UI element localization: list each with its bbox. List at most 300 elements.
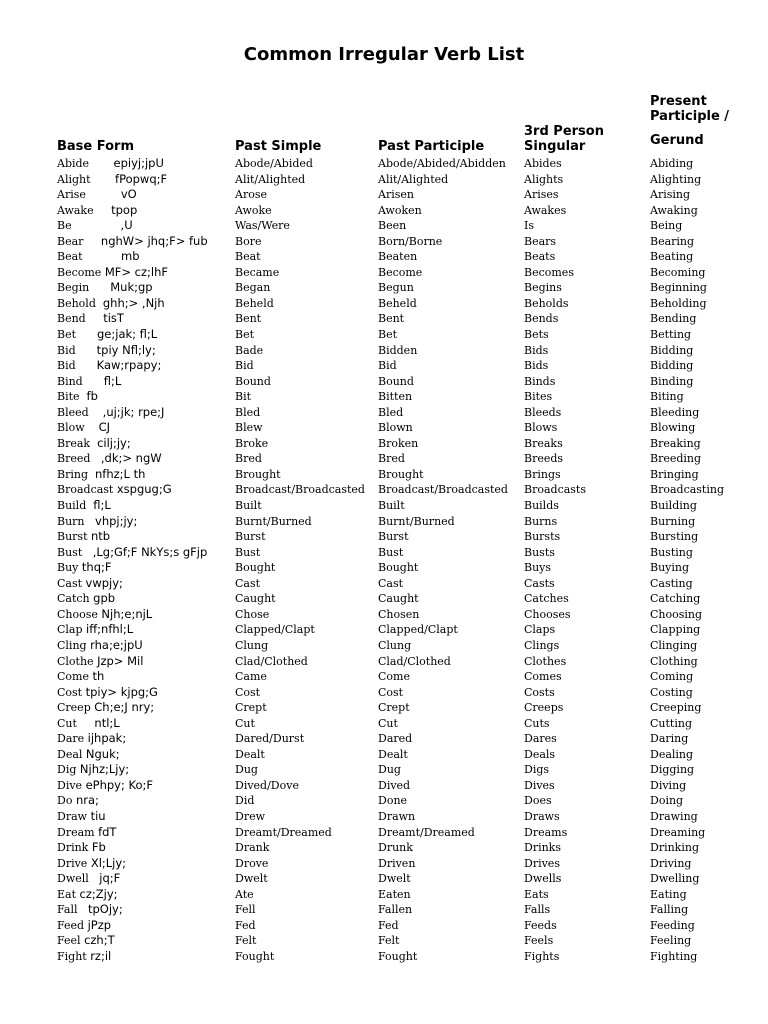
base-word: Become	[57, 265, 102, 279]
cell-gerund: Abiding	[650, 157, 694, 170]
base-word: Cost	[57, 685, 83, 699]
base-word: Fight	[57, 949, 87, 963]
cell-gerund: Choosing	[650, 607, 703, 621]
cell-past-participle: Chosen	[378, 607, 420, 621]
cell-past-simple: Brought	[235, 467, 281, 481]
table-row	[0, 467, 768, 483]
base-word: Awake	[57, 203, 94, 217]
translation: jq;F	[99, 871, 121, 886]
base-word: Drink	[57, 841, 89, 855]
cell-third-person: Eats	[524, 887, 549, 901]
cell-third-person: Bleeds	[524, 405, 562, 419]
cell-third-person: Begins	[524, 281, 562, 295]
table-row	[0, 545, 768, 561]
header-gerund	[650, 94, 760, 148]
cell-past-participle: Cut	[378, 716, 398, 730]
cell-base-form	[57, 218, 133, 233]
cell-past-simple: Bid	[235, 359, 254, 373]
cell-third-person: Feeds	[524, 918, 557, 932]
translation: vhpj;jy;	[95, 513, 138, 528]
cell-past-simple: Dealt	[235, 747, 265, 761]
cell-past-simple: Cast	[235, 576, 261, 590]
base-word: Dive	[57, 778, 83, 792]
cell-past-simple: Awoke	[235, 203, 272, 217]
cell-gerund: Costing	[650, 685, 693, 699]
cell-base-form	[57, 172, 167, 187]
cell-base-form	[57, 762, 129, 777]
cell-gerund: Bringing	[650, 467, 699, 481]
translation: ,uj;jk; rpe;J	[102, 404, 165, 419]
table-row	[0, 560, 768, 576]
cell-base-form	[57, 902, 123, 917]
table-row	[0, 451, 768, 467]
table-row	[0, 265, 768, 281]
header-past-participle: Past Participle	[378, 139, 485, 154]
translation: ntl;L	[94, 715, 120, 730]
cell-past-simple: Fed	[235, 918, 256, 932]
cell-third-person: Becomes	[524, 265, 574, 279]
cell-gerund: Bursting	[650, 530, 699, 544]
cell-past-simple: Dwelt	[235, 872, 268, 886]
cell-gerund: Dwelling	[650, 872, 700, 886]
table-row	[0, 218, 768, 234]
spacer	[86, 188, 121, 201]
cell-third-person: Is	[524, 219, 534, 233]
cell-base-form	[57, 825, 116, 840]
cell-past-simple: Alit/Alighted	[235, 172, 306, 186]
cell-third-person: Falls	[524, 903, 551, 917]
cell-base-form	[57, 840, 106, 855]
cell-past-simple: Drove	[235, 856, 269, 870]
base-word: Do	[57, 794, 73, 808]
cell-past-simple: Began	[235, 281, 271, 295]
spacer	[77, 717, 94, 730]
cell-gerund: Drinking	[650, 841, 699, 855]
cell-gerund: Feeling	[650, 934, 692, 948]
table-row	[0, 436, 768, 452]
cell-third-person: Bursts	[524, 530, 561, 544]
cell-gerund: Cutting	[650, 716, 692, 730]
cell-base-form	[57, 451, 162, 466]
cell-base-form	[57, 296, 165, 311]
base-word: Bid	[57, 343, 76, 357]
table-row	[0, 343, 768, 359]
cell-past-participle: Bust	[378, 545, 404, 559]
spacer	[88, 468, 95, 481]
cell-gerund: Broadcasting	[650, 483, 724, 497]
translation: cilj;jy;	[97, 435, 131, 450]
table-row	[0, 887, 768, 903]
cell-past-participle: Beaten	[378, 250, 418, 264]
base-word: Be	[57, 219, 72, 233]
cell-past-simple: Clapped/Clapt	[235, 623, 315, 637]
cell-base-form	[57, 607, 152, 622]
base-word: Bust	[57, 545, 83, 559]
table-row	[0, 420, 768, 436]
cell-third-person: Costs	[524, 685, 555, 699]
cell-base-form	[57, 685, 158, 700]
table-row	[0, 809, 768, 825]
cell-base-form	[57, 700, 154, 715]
spacer	[72, 219, 121, 232]
table-row	[0, 778, 768, 794]
base-word: Behold	[57, 296, 96, 310]
cell-past-simple: Chose	[235, 607, 270, 621]
cell-gerund: Dreaming	[650, 825, 706, 839]
cell-third-person: Awakes	[524, 203, 567, 217]
header-third-person-line1: 3rd Person	[524, 124, 604, 139]
base-word: Alight	[57, 172, 91, 186]
table-row	[0, 747, 768, 763]
cell-third-person: Abides	[524, 157, 562, 170]
cell-past-participle: Built	[378, 499, 405, 513]
spacer	[83, 250, 121, 263]
cell-third-person: Clothes	[524, 654, 567, 668]
table-row	[0, 762, 768, 778]
cell-past-simple: Ate	[235, 887, 254, 901]
translation: CJ	[98, 420, 111, 435]
cell-base-form	[57, 576, 123, 591]
cell-gerund: Arising	[650, 188, 691, 202]
cell-past-participle: Become	[378, 265, 423, 279]
translation: th	[92, 669, 105, 684]
cell-base-form	[57, 514, 137, 529]
cell-past-simple: Broadcast/Broadcasted	[235, 483, 365, 497]
table-row	[0, 840, 768, 856]
translation: ,U	[120, 218, 133, 233]
base-word: Feel	[57, 934, 81, 948]
base-word: Bring	[57, 467, 88, 481]
cell-past-simple: Drew	[235, 809, 266, 823]
spacer	[86, 312, 103, 325]
base-word: Begin	[57, 281, 90, 295]
cell-gerund: Becoming	[650, 265, 706, 279]
cell-gerund: Coming	[650, 670, 694, 684]
cell-past-participle: Come	[378, 670, 410, 684]
header-past-simple: Past Simple	[235, 139, 322, 154]
cell-past-simple: Bade	[235, 343, 264, 357]
table-row	[0, 172, 768, 188]
cell-third-person: Clings	[524, 638, 560, 652]
cell-past-simple: Beheld	[235, 296, 274, 310]
cell-base-form	[57, 529, 110, 544]
cell-past-participle: Cost	[378, 685, 404, 699]
translation: ,dk;> ngW	[100, 451, 162, 466]
cell-past-participle: Felt	[378, 934, 400, 948]
cell-third-person: Deals	[524, 747, 556, 761]
spacer	[90, 452, 101, 465]
cell-third-person: Catches	[524, 592, 569, 606]
cell-gerund: Clinging	[650, 638, 698, 652]
cell-past-participle: Bid	[378, 359, 397, 373]
table-row	[0, 825, 768, 841]
cell-base-form	[57, 234, 208, 249]
cell-third-person: Bids	[524, 343, 549, 357]
table-row	[0, 591, 768, 607]
base-word: Broadcast	[57, 483, 114, 497]
translation: vO	[120, 187, 137, 202]
translation: ge;jak; fl;L	[97, 327, 158, 342]
cell-base-form	[57, 887, 118, 902]
base-word: Eat	[57, 887, 77, 901]
table-row	[0, 607, 768, 623]
table-row	[0, 327, 768, 343]
cell-third-person: Burns	[524, 514, 558, 528]
table-row	[0, 871, 768, 887]
cell-third-person: Alights	[524, 172, 564, 186]
base-word: Break	[57, 436, 91, 450]
cell-past-simple: Cut	[235, 716, 255, 730]
translation: fdT	[98, 824, 117, 839]
cell-gerund: Biting	[650, 390, 684, 404]
spacer	[76, 328, 97, 341]
table-row	[0, 902, 768, 918]
cell-past-participle: Dug	[378, 763, 401, 777]
translation: rha;e;jpU	[90, 637, 143, 652]
table-row	[0, 405, 768, 421]
translation: MF> cz;lhF	[104, 264, 168, 279]
spacer	[94, 204, 111, 217]
base-word: Choose	[57, 607, 98, 621]
cell-past-participle: Broadcast/Broadcasted	[378, 483, 508, 497]
cell-base-form	[57, 560, 111, 575]
table-row	[0, 296, 768, 312]
cell-past-participle: Bet	[378, 328, 398, 342]
cell-past-simple: Bred	[235, 452, 262, 466]
cell-past-participle: Crept	[378, 701, 410, 715]
base-word: Bend	[57, 312, 86, 326]
cell-past-participle: Drawn	[378, 809, 416, 823]
cell-base-form	[57, 389, 98, 404]
table-row	[0, 622, 768, 638]
cell-third-person: Bears	[524, 234, 557, 248]
cell-past-participle: Bred	[378, 452, 405, 466]
translation: tpiy Nfl;ly;	[96, 342, 156, 357]
base-word: Clap	[57, 623, 83, 637]
cell-third-person: Builds	[524, 499, 559, 513]
cell-past-participle: Bound	[378, 374, 414, 388]
cell-past-participle: Dared	[378, 732, 413, 746]
cell-gerund: Bending	[650, 312, 697, 326]
table-row	[0, 187, 768, 203]
cell-past-simple: Cost	[235, 685, 261, 699]
cell-base-form	[57, 343, 156, 358]
cell-past-participle: Begun	[378, 281, 414, 295]
translation: ntb	[91, 529, 111, 544]
cell-base-form	[57, 793, 99, 808]
base-word: Catch	[57, 592, 90, 606]
cell-past-simple: Clad/Clothed	[235, 654, 308, 668]
cell-past-participle: Burst	[378, 530, 409, 544]
spacer	[83, 235, 100, 248]
translation: thq;F	[81, 560, 112, 575]
table-row	[0, 514, 768, 530]
cell-base-form	[57, 249, 140, 264]
cell-base-form	[57, 856, 126, 871]
cell-third-person: Brings	[524, 467, 561, 481]
base-word: Feed	[57, 918, 85, 932]
cell-gerund: Buying	[650, 561, 690, 575]
table-row	[0, 918, 768, 934]
translation: cz;Zjy;	[79, 886, 118, 901]
translation: rz;il	[90, 948, 112, 963]
base-word: Arise	[57, 188, 86, 202]
cell-base-form	[57, 358, 161, 373]
cell-past-participle: Arisen	[378, 188, 414, 202]
cell-past-participle: Alit/Alighted	[378, 172, 449, 186]
cell-gerund: Building	[650, 499, 697, 513]
header-base-form: Base Form	[57, 139, 135, 154]
translation: fl;L	[103, 373, 122, 388]
cell-base-form	[57, 156, 164, 171]
cell-base-form	[57, 311, 124, 326]
table-row	[0, 933, 768, 949]
cell-gerund: Clothing	[650, 654, 698, 668]
table-row	[0, 498, 768, 514]
cell-past-simple: Bet	[235, 328, 255, 342]
cell-past-participle: Dwelt	[378, 872, 411, 886]
cell-third-person: Creeps	[524, 701, 564, 715]
cell-past-simple: Dreamt/Dreamed	[235, 825, 332, 839]
cell-gerund: Creeping	[650, 701, 702, 715]
cell-gerund: Awaking	[650, 203, 698, 217]
cell-gerund: Catching	[650, 592, 701, 606]
table-row	[0, 576, 768, 592]
table-row	[0, 716, 768, 732]
cell-past-participle: Dreamt/Dreamed	[378, 825, 475, 839]
cell-past-simple: Crept	[235, 701, 267, 715]
spacer	[77, 903, 88, 916]
table-row	[0, 638, 768, 654]
table-row	[0, 389, 768, 405]
cell-gerund: Being	[650, 219, 683, 233]
base-word: Bleed	[57, 405, 89, 419]
cell-third-person: Drinks	[524, 841, 561, 855]
cell-third-person: Bites	[524, 390, 553, 404]
translation: vwpjy;	[85, 575, 123, 590]
cell-third-person: Breeds	[524, 452, 564, 466]
cell-past-participle: Cast	[378, 576, 404, 590]
table-row	[0, 793, 768, 809]
base-word: Abide	[57, 157, 90, 170]
cell-gerund: Bidding	[650, 359, 694, 373]
translation: Njhz;Ljy;	[79, 762, 130, 777]
header-third-person-line2: Singular	[524, 139, 586, 154]
base-word: Bite	[57, 390, 80, 404]
cell-past-simple: Felt	[235, 934, 257, 948]
cell-past-simple: Dived/Dove	[235, 778, 299, 792]
cell-base-form	[57, 498, 111, 513]
cell-gerund: Diving	[650, 778, 687, 792]
cell-base-form	[57, 622, 133, 637]
cell-past-simple: Was/Were	[235, 219, 290, 233]
translation: czh;T	[84, 933, 115, 948]
cell-base-form	[57, 778, 153, 793]
cell-third-person: Blows	[524, 421, 558, 435]
cell-base-form	[57, 187, 137, 202]
base-word: Dig	[57, 763, 77, 777]
header-gerund-line1: Present	[650, 94, 707, 109]
cell-third-person: Bids	[524, 359, 549, 373]
cell-past-participle: Awoken	[378, 203, 422, 217]
translation: Xl;Ljy;	[90, 855, 127, 870]
cell-past-simple: Drank	[235, 841, 270, 855]
cell-base-form	[57, 265, 168, 280]
cell-past-participle: Blown	[378, 421, 413, 435]
table-row	[0, 700, 768, 716]
table-row	[0, 358, 768, 374]
spacer	[76, 359, 97, 372]
header-third-person	[524, 124, 604, 154]
base-word: Burst	[57, 530, 88, 544]
cell-past-simple: Broke	[235, 436, 269, 450]
cell-base-form	[57, 731, 126, 746]
base-word: Beat	[57, 250, 83, 264]
cell-past-participle: Driven	[378, 856, 416, 870]
cell-third-person: Broadcasts	[524, 483, 586, 497]
cell-third-person: Does	[524, 794, 552, 808]
table-row	[0, 374, 768, 390]
cell-base-form	[57, 280, 153, 295]
cell-gerund: Feeding	[650, 918, 695, 932]
cell-third-person: Arises	[524, 188, 559, 202]
spacer	[89, 406, 103, 419]
cell-gerund: Bidding	[650, 343, 694, 357]
translation: tiu	[90, 808, 106, 823]
cell-gerund: Falling	[650, 903, 689, 917]
cell-third-person: Drives	[524, 856, 560, 870]
cell-past-participle: Brought	[378, 467, 424, 481]
cell-past-participle: Bidden	[378, 343, 418, 357]
cell-third-person: Beats	[524, 250, 556, 264]
cell-past-simple: Bought	[235, 561, 276, 575]
cell-third-person: Dives	[524, 778, 555, 792]
cell-past-participle: Bent	[378, 312, 405, 326]
cell-past-participle: Dealt	[378, 747, 408, 761]
cell-gerund: Casting	[650, 576, 693, 590]
cell-past-participle: Clapped/Clapt	[378, 623, 458, 637]
cell-past-participle: Fallen	[378, 903, 413, 917]
cell-past-simple: Fought	[235, 949, 275, 963]
base-word: Build	[57, 499, 87, 513]
cell-past-participle: Fed	[378, 918, 399, 932]
base-word: Cut	[57, 716, 77, 730]
translation: nfhz;L th	[95, 466, 146, 481]
base-word: Drive	[57, 856, 88, 870]
base-word: Deal	[57, 747, 83, 761]
cell-gerund: Digging	[650, 763, 695, 777]
cell-third-person: Bets	[524, 328, 549, 342]
translation: ePhpy; Ko;F	[85, 777, 153, 792]
base-word: Dare	[57, 732, 85, 746]
table-row	[0, 685, 768, 701]
cell-third-person: Digs	[524, 763, 550, 777]
cell-third-person: Comes	[524, 670, 562, 684]
cell-third-person: Busts	[524, 545, 555, 559]
base-word: Clothe	[57, 654, 94, 668]
header-gerund-line2: Participle /	[650, 109, 730, 124]
base-word: Dream	[57, 825, 95, 839]
cell-gerund: Bearing	[650, 234, 695, 248]
spacer	[85, 421, 99, 434]
cell-past-participle: Clad/Clothed	[378, 654, 451, 668]
cell-base-form	[57, 654, 143, 669]
base-word: Bind	[57, 374, 83, 388]
cell-third-person: Breaks	[524, 436, 563, 450]
translation: Njh;e;njL	[101, 606, 153, 621]
translation: jPzp	[87, 917, 112, 932]
cell-base-form	[57, 747, 120, 762]
